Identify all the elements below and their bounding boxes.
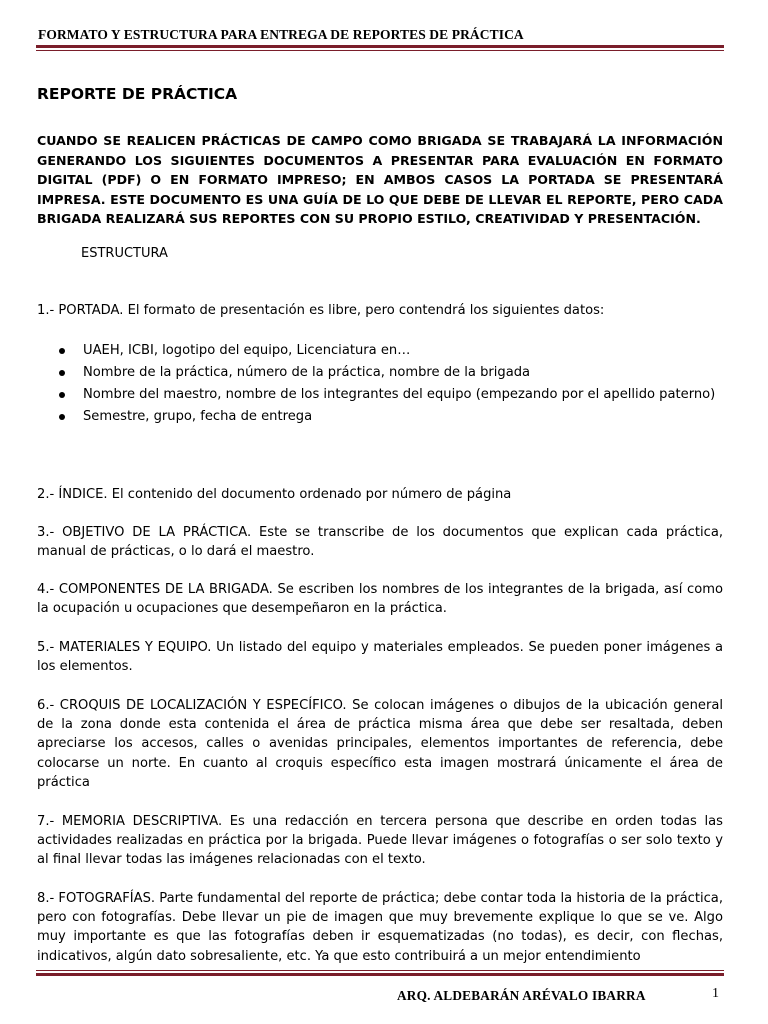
section-portada: 1.- PORTADA. El formato de presentación es libre, pero contendrá los siguientes datos:: [37, 303, 605, 318]
list-item: [37, 406, 723, 428]
list-item-text: Nombre de la práctica, número de la práctica, nombre de la brigada: [83, 365, 531, 380]
section-fotografias: 8.- FOTOGRAFÍAS. Parte fundamental del reporte de práctica; debe contar toda la historia de la práctica, pero con fotografías. Debe llevar un pie de imagen que muy brevemente explique lo que se ve. Algo muy importante es que las fotografías deben ir esquematizadas (no todas), es decir, con flechas, indicativos, algún dato sobresaliente, etc. Ya que esto contribuirá a un mejor entendimiento: [37, 891, 723, 964]
footer-rule-thin: [36, 970, 724, 971]
page-title: REPORTE DE PRÁCTICA: [37, 85, 238, 103]
section-objetivo: 3.- OBJETIVO DE LA PRÁCTICA. Este se transcribe de los documentos que explican cada práctica, manual de prácticas, o lo dará el maestro.: [37, 525, 723, 560]
section-componentes: 4.- COMPONENTES DE LA BRIGADA. Se escriben los nombres de los integrantes de la brigada, así como la ocupación u ocupaciones que desempeñaron en la práctica.: [37, 582, 723, 617]
portada-bullet-list: [37, 340, 723, 428]
list-item: [37, 340, 723, 362]
header-rule-thick: [36, 45, 724, 48]
list-item-text: UAEH, ICBI, logotipo del equipo, Licenciatura en…: [83, 343, 411, 358]
list-item-text: Nombre del maestro, nombre de los integrantes del equipo (empezando por el apellido paterno): [83, 387, 716, 402]
bullet-icon: [59, 392, 65, 398]
bullet-icon: [59, 348, 65, 354]
intro-paragraph: CUANDO SE REALICEN PRÁCTICAS DE CAMPO COMO BRIGADA SE TRABAJARÁ LA INFORMACIÓN GENERANDO LOS SIGUIENTES DOCUMENTOS A PRESENTAR PARA EVALUACIÓN EN FORMATO DIGITAL (PDF) O EN FORMATO IMPRESO; EN AMBOS CASOS LA PORTADA SE PRESENTARÁ IMPRESA. ESTE DOCUMENTO ES UNA GUÍA DE LO QUE DEBE DE LLEVAR EL REPORTE, PERO CADA BRIGADA REALIZARÁ SUS REPORTES CON SU PROPIO ESTILO, CREATIVIDAD Y PRESENTACIÓN.: [37, 133, 723, 227]
bullet-icon: [59, 370, 65, 376]
list-item: [37, 384, 723, 406]
header-title: FORMATO Y ESTRUCTURA PARA ENTREGA DE REPORTES DE PRÁCTICA: [38, 27, 524, 42]
footer-author: ARQ. ALDEBARÁN ARÉVALO IBARRA: [397, 988, 646, 1003]
section-memoria: 7.- MEMORIA DESCRIPTIVA. Es una redacción en tercera persona que describe en orden todas las actividades realizadas en práctica por la brigada. Puede llevar imágenes o fotografías o ser solo texto y al final llevar todas las imágenes relacionadas con el texto.: [37, 814, 723, 868]
section-croquis: 6.- CROQUIS DE LOCALIZACIÓN Y ESPECÍFICO. Se colocan imágenes o dibujos de la ubicación general de la zona donde esta contenida el área de práctica misma área que debe ser resaltada, deben apreciarse los accesos, calles o avenidas principales, elementos importantes de referencia, debe colocarse un norte. En cuanto al croquis específico esta imagen mostrará únicamente el área de práctica: [37, 698, 723, 790]
list-item-text: Semestre, grupo, fecha de entrega: [83, 409, 313, 424]
section-indice: 2.- ÍNDICE. El contenido del documento ordenado por número de página: [37, 487, 512, 502]
structure-heading: ESTRUCTURA: [81, 246, 168, 261]
page-number: 1: [712, 986, 719, 1001]
header-rule-thin: [36, 50, 724, 51]
section-materiales: 5.- MATERIALES Y EQUIPO. Un listado del equipo y materiales empleados. Se pueden poner imágenes a los elementos.: [37, 640, 723, 675]
footer-rule-thick: [36, 973, 724, 976]
list-item: [37, 362, 723, 384]
bullet-icon: [59, 414, 65, 420]
